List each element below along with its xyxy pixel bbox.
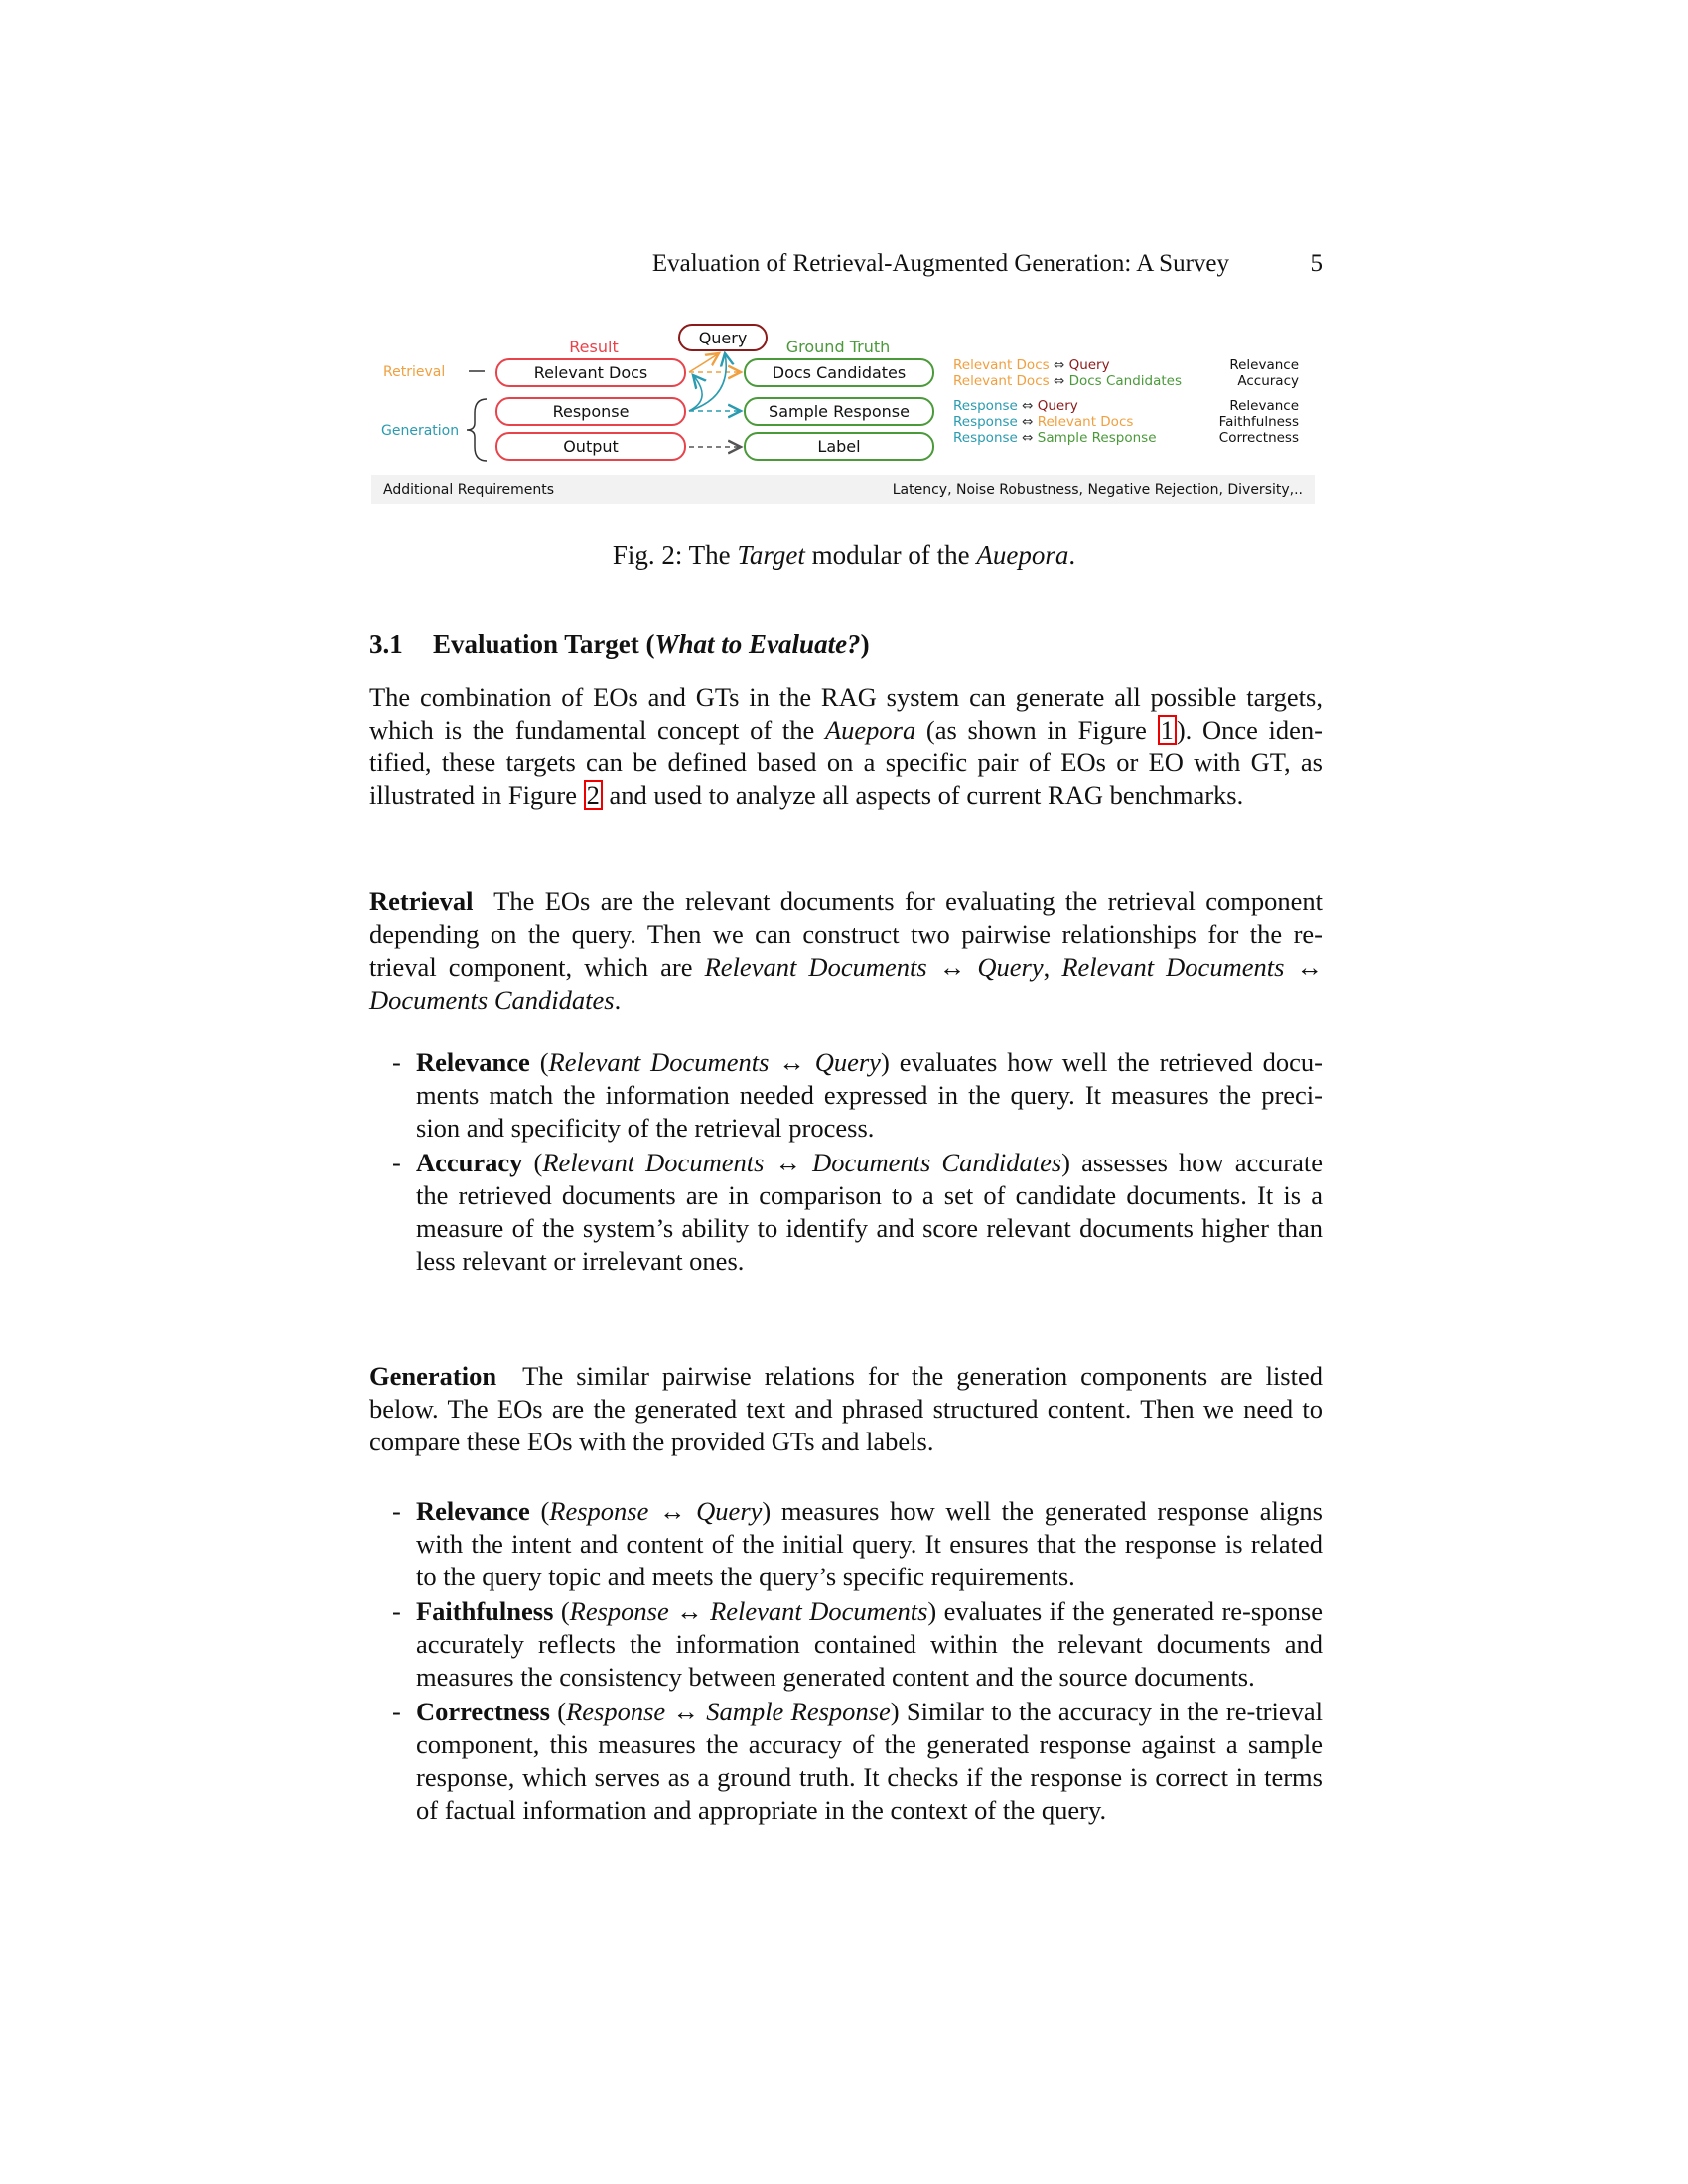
page-number: 5	[1310, 250, 1323, 277]
list-item: - Faithfulness (Response ↔ Relevant Documents) evaluates if the generated re-sponse accurately reflects the information contained within the relevant documents and measures the consistency between generated content and the source documents.	[392, 1596, 1323, 1692]
generation-label: Generation	[381, 423, 460, 439]
figure-1-link[interactable]: 1	[1158, 715, 1177, 745]
metric-relevance-retrieval: Relevance	[1229, 357, 1299, 373]
arrow-response-query	[689, 353, 726, 411]
metric-correctness: Correctness	[1218, 430, 1299, 446]
query-label: Query	[698, 329, 748, 347]
arrow-response-docs	[689, 375, 702, 411]
retrieval-heading: Retrieval	[369, 887, 474, 916]
retrieval-paragraph: Retrieval The EOs are the relevant documents for evaluating the retrieval component depending on the query. Then we can construct two pairwise relationships for the re-trieval component, which are Relevant Documents ↔ Query, Relevant Documents ↔ Documents Candidates.	[369, 887, 1324, 1015]
list-item: - Accuracy (Relevant Documents ↔ Documents Candidates) assesses how accurate the retrieved documents are in comparison to a set of candidate documents. It is a measure of the system’s ability to identify and score relevant documents higher than less relevant or irrelevant ones.	[392, 1148, 1324, 1276]
metric-accuracy: Accuracy	[1237, 373, 1299, 389]
additional-requirements-label: Additional Requirements	[383, 482, 555, 498]
pair-relevance-retrieval: Relevant Docs ⇔ Query	[953, 357, 1110, 373]
list-item: - Relevance (Relevant Documents ↔ Query) evaluates how well the retrieved docu-ments match the information needed expressed in the query. It measures the preci-sion and specificity of the retrieval process.	[392, 1047, 1324, 1143]
list-item: - Relevance (Response ↔ Query) measures how well the generated response aligns with the intent and content of the initial query. It ensures that the response is related to the query topic and meets the query’s specific requirements.	[392, 1496, 1323, 1591]
ground-truth-header: Ground Truth	[785, 338, 891, 356]
generation-heading: Generation	[369, 1361, 497, 1391]
figure-diagram	[369, 320, 1323, 512]
generation-paragraph: Generation The similar pairwise relations for the generation components are listed below. The EOs are the generated text and phrased structured content. Then we need to compare these EOs with the provided GTs and labels.	[369, 1361, 1323, 1456]
pair-faithfulness: Response ⇔ Relevant Docs	[953, 414, 1134, 430]
pair-relevance-generation: Response ⇔ Query	[953, 398, 1078, 414]
target-modular-figure	[369, 320, 1323, 512]
running-title: Evaluation of Retrieval-Augmented Generation: A Survey	[651, 250, 1229, 277]
running-head	[0, 250, 1688, 290]
intro-paragraph: The combination of EOs and GTs in the RAG system can generate all possible targets, which is the fundamental concept of the Auepora (as shown in Figure 1 ). Once iden-tified, these targets can be defined based on a specific pair of EOs or EO with GT, as illustrated in Figure 2 and used to analyze all aspects of current RAG benchmarks.	[369, 682, 1324, 810]
retrieval-metrics-list	[392, 1046, 1323, 1280]
section-number: 3.1	[369, 629, 403, 659]
generation-metrics-list	[392, 1495, 1323, 1829]
metric-relevance-generation: Relevance	[1229, 398, 1299, 414]
pair-correctness: Response ⇔ Sample Response	[953, 430, 1157, 446]
result-header: Result	[569, 338, 619, 356]
generation-brace	[467, 399, 487, 461]
section-heading: 3.1 Evaluation Target (What to Evaluate?)	[369, 629, 870, 659]
list-item: - Correctness (Response ↔ Sample Response) Similar to the accuracy in the re-trieval component, this measures the accuracy of the generated response against a sample response, which serves as a ground truth. It checks if the response is correct in terms of factual information and appropriate in the context of the query.	[392, 1697, 1324, 1825]
output-label: Output	[563, 437, 619, 456]
retrieval-label: Retrieval	[383, 364, 446, 380]
figure-2-link[interactable]: 2	[584, 780, 603, 810]
pair-accuracy: Relevant Docs ⇔ Docs Candidates	[953, 373, 1183, 389]
response-label: Response	[552, 402, 630, 421]
additional-requirements-items: Latency, Noise Robustness, Negative Rejection, Diversity,..	[892, 482, 1303, 498]
arrow-docs-query	[689, 353, 719, 372]
metric-faithfulness: Faithfulness	[1218, 414, 1299, 430]
relevant-docs-label: Relevant Docs	[533, 363, 648, 382]
sample-response-label: Sample Response	[769, 402, 910, 421]
figure-caption: Fig. 2: The Target modular of the Auepora.	[612, 540, 1076, 570]
docs-candidates-label: Docs Candidates	[772, 363, 907, 382]
label-label: Label	[817, 437, 861, 456]
